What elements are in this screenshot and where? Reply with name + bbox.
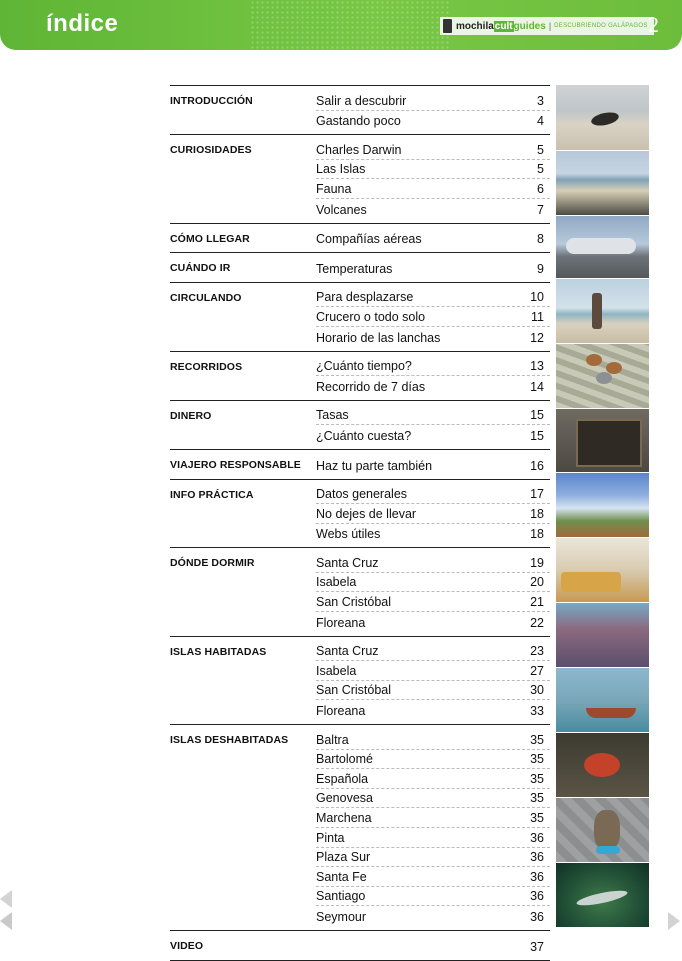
toc-entry[interactable] — [316, 730, 550, 750]
brand-separator: | — [548, 21, 552, 31]
toc-entry[interactable] — [316, 592, 550, 612]
sign-shape — [576, 419, 642, 467]
photo-park-sign — [556, 409, 649, 472]
photo-red-crab — [556, 733, 649, 797]
photo-boats-harbor — [556, 668, 649, 732]
toc-entry[interactable] — [316, 642, 550, 662]
toc-section — [170, 135, 550, 223]
toc-entry-label: Tasas — [316, 408, 349, 423]
toc-entry[interactable] — [316, 485, 550, 505]
page-number: 2 — [648, 12, 659, 37]
toc-section-title: CÓMO LLEGAR — [170, 232, 250, 245]
toc-entry-page: 15 — [530, 428, 544, 443]
toc-section — [170, 637, 550, 725]
toc-entry[interactable] — [316, 700, 550, 720]
toc-entry-label: Crucero o todo solo — [316, 309, 426, 324]
photo-coastline-people — [556, 151, 649, 215]
toc-entry-page: 4 — [537, 114, 544, 129]
toc-section-title: RECORRIDOS — [170, 360, 243, 373]
toc-entry[interactable] — [316, 789, 550, 809]
blue-feet-shape — [596, 846, 620, 854]
toc-entry[interactable] — [316, 612, 550, 632]
toc-entry-page: 35 — [530, 771, 544, 786]
toc-entry-page: 36 — [530, 830, 544, 845]
toc-entry[interactable] — [316, 425, 550, 445]
toc-entry-label: Marchena — [316, 811, 372, 825]
toc-entries — [316, 357, 550, 396]
toc-entry-label: Horario de las lanchas — [316, 330, 441, 345]
brand-name-part2: cult — [494, 20, 513, 32]
toc-section-title: INTRODUCCIÓN — [170, 95, 253, 107]
photo-people-town — [556, 603, 649, 667]
toc-entries — [316, 406, 550, 445]
toc-entries — [316, 140, 550, 218]
shark-shape — [576, 888, 629, 909]
toc-section — [170, 548, 550, 636]
prev-page-arrow-icon[interactable] — [0, 912, 12, 930]
crab-shape — [584, 753, 620, 777]
photo-shark-underwater — [556, 863, 649, 927]
toc-entry-page: 8 — [537, 232, 544, 247]
toc-section-title: VIDEO — [170, 939, 204, 952]
toc-entry-page: 21 — [530, 595, 544, 610]
toc-entry-page: 36 — [530, 889, 544, 904]
toc-entry-label: Santiago — [316, 889, 366, 904]
toc-section-title: DINERO — [170, 409, 212, 422]
photo-iguana-beach — [556, 85, 649, 150]
toc-entry[interactable] — [316, 357, 550, 377]
brand-subtitle: DESCUBRIENDO GALÁPAGOS — [554, 23, 648, 29]
photo-money-coins — [556, 344, 649, 408]
toc-entry-label: Santa Cruz — [316, 555, 379, 570]
toc-entry[interactable] — [316, 808, 550, 828]
toc-entries — [316, 485, 550, 544]
toc-entry-label: Webs útiles — [316, 527, 381, 542]
toc-entries — [316, 455, 550, 475]
table-of-contents — [170, 85, 550, 961]
toc-entry-page: 9 — [537, 261, 544, 276]
toc-entry-page: 36 — [530, 850, 544, 865]
toc-entry-page: 3 — [537, 93, 544, 108]
toc-entry-page: 12 — [530, 330, 544, 345]
toc-entry[interactable] — [316, 906, 550, 926]
photo-hotel-room — [556, 538, 649, 602]
toc-entry-page: 16 — [530, 458, 544, 473]
toc-entry-label: Baltra — [316, 732, 349, 747]
toc-section — [170, 86, 550, 135]
toc-entry[interactable] — [316, 681, 550, 701]
photo-blue-footed-booby — [556, 798, 649, 862]
toc-entry[interactable] — [316, 524, 550, 544]
toc-entry-label: ¿Cuánto tiempo? — [316, 359, 412, 374]
toc-entry-label: Recorrido de 7 días — [316, 379, 426, 394]
toc-section — [170, 480, 550, 549]
coin-shape — [586, 354, 602, 366]
toc-entry[interactable] — [316, 867, 550, 887]
toc-entry-label: Santa Fe — [316, 869, 367, 884]
toc-entry-page: 35 — [530, 732, 544, 747]
toc-section — [170, 931, 550, 961]
toc-entry[interactable] — [316, 573, 550, 593]
toc-entry-page: 35 — [530, 752, 544, 767]
toc-entry-page: 35 — [530, 791, 544, 806]
toc-entry-page: 33 — [530, 704, 544, 719]
sofa-shape — [561, 572, 621, 592]
toc-entry-label: Genovesa — [316, 791, 373, 806]
toc-entry[interactable] — [316, 229, 550, 249]
brand-logo — [440, 17, 654, 35]
toc-entry-page: 17 — [530, 487, 544, 502]
backpack-icon — [443, 19, 452, 33]
toc-entry-label: Charles Darwin — [316, 142, 402, 157]
toc-entry-label: Pinta — [316, 830, 345, 845]
toc-entry-label: No dejes de llevar — [316, 506, 417, 521]
coin-shape — [596, 372, 612, 384]
bird-shape — [594, 810, 620, 850]
toc-section — [170, 253, 550, 283]
toc-section-title: ISLAS HABITADAS — [170, 645, 267, 658]
toc-entry-page: 14 — [530, 379, 544, 394]
toc-entry[interactable] — [316, 199, 550, 219]
toc-entry[interactable] — [316, 140, 550, 160]
toc-entry[interactable] — [316, 258, 550, 278]
toc-entries — [316, 553, 550, 631]
toc-entry-label: Salir a descubrir — [316, 93, 407, 108]
toc-entry[interactable] — [316, 661, 550, 681]
toc-entries — [316, 288, 550, 347]
toc-section — [170, 725, 550, 931]
toc-entry-page: 30 — [530, 683, 544, 698]
toc-entry[interactable] — [316, 553, 550, 573]
airplane-shape — [566, 238, 636, 254]
toc-entries — [316, 229, 550, 249]
toc-entry[interactable] — [316, 769, 550, 789]
toc-entry-page: 15 — [530, 408, 544, 423]
toc-entry-page: 18 — [530, 506, 544, 521]
toc-entry-label: Haz tu parte también — [316, 458, 433, 473]
toc-entry-page: 36 — [530, 869, 544, 884]
toc-entry-label: ¿Cuánto cuesta? — [316, 428, 412, 443]
toc-entry[interactable] — [316, 307, 550, 327]
toc-entry-label: Las Islas — [316, 162, 366, 177]
toc-entry-page: 36 — [530, 909, 544, 924]
toc-entry-page: 37 — [530, 939, 544, 954]
iguana-shape — [590, 110, 620, 128]
toc-entry-label: Bartolomé — [316, 752, 373, 767]
toc-entry[interactable] — [316, 91, 550, 111]
prev-page-arrow-icon[interactable] — [0, 890, 12, 908]
toc-entry-label: San Cristóbal — [316, 683, 392, 698]
header-banner — [0, 0, 682, 50]
toc-entry-label: Floreana — [316, 704, 366, 719]
toc-entry-page: 27 — [530, 663, 544, 678]
toc-entry-page: 22 — [530, 615, 544, 630]
page-title: índice — [46, 10, 119, 37]
toc-section-title: CIRCULANDO — [170, 291, 242, 304]
toc-entry[interactable] — [316, 160, 550, 180]
toc-entry-label: Fauna — [316, 181, 352, 196]
toc-entry-page: 13 — [530, 359, 544, 374]
toc-entry-label: Plaza Sur — [316, 850, 371, 865]
photo-column — [556, 85, 649, 928]
toc-entry[interactable] — [316, 376, 550, 396]
toc-entry-label: Seymour — [316, 909, 367, 924]
toc-entry[interactable] — [316, 848, 550, 868]
toc-entry-label: Volcanes — [316, 202, 367, 217]
toc-section — [170, 401, 550, 450]
toc-entries — [316, 936, 550, 956]
person-shape — [592, 293, 602, 329]
toc-entry-label: Santa Cruz — [316, 644, 379, 659]
toc-entry-label: Gastando poco — [316, 114, 401, 129]
toc-entry[interactable] — [316, 504, 550, 524]
toc-entry[interactable] — [316, 327, 550, 347]
toc-entry-page: 20 — [530, 575, 544, 590]
toc-entry-label: Isabela — [316, 575, 357, 590]
toc-entry[interactable] — [316, 179, 550, 199]
toc-entry[interactable] — [316, 111, 550, 131]
toc-section-title: DÓNDE DORMIR — [170, 557, 255, 570]
toc-entry[interactable] — [316, 288, 550, 308]
brand-name-part1: mochila — [456, 20, 494, 32]
toc-entry-page: 7 — [537, 202, 544, 217]
toc-section — [170, 450, 550, 480]
toc-section-title: VIAJERO RESPONSABLE — [170, 458, 301, 471]
toc-entry[interactable] — [316, 887, 550, 907]
toc-entry-page: 5 — [537, 142, 544, 157]
toc-section-title: INFO PRÁCTICA — [170, 488, 254, 501]
toc-entry-label: Datos generales — [316, 487, 408, 502]
world-map-pattern — [250, 0, 450, 50]
toc-entries — [316, 91, 550, 130]
toc-entry-page: 19 — [530, 555, 544, 570]
photo-landscape-sky — [556, 473, 649, 537]
toc-entry-page: 18 — [530, 527, 544, 542]
toc-entry-label: Compañías aéreas — [316, 232, 422, 247]
toc-section — [170, 283, 550, 352]
toc-entry[interactable] — [316, 936, 550, 956]
toc-section — [170, 224, 550, 254]
toc-entry-label: Española — [316, 771, 369, 786]
next-page-arrow-icon[interactable] — [668, 912, 680, 930]
toc-entry[interactable] — [316, 455, 550, 475]
toc-entry[interactable] — [316, 406, 550, 426]
toc-section-title: CUÁNDO IR — [170, 262, 231, 275]
brand-name-part3: guides — [513, 20, 546, 32]
toc-entry-page: 10 — [530, 290, 544, 305]
toc-entries — [316, 642, 550, 720]
photo-person-beach — [556, 279, 649, 343]
photo-airplane — [556, 216, 649, 278]
toc-entry-page: 5 — [537, 162, 544, 177]
toc-entry-label: Isabela — [316, 663, 357, 678]
toc-entry-page: 35 — [530, 811, 544, 825]
toc-section-title: ISLAS DESHABITADAS — [170, 734, 289, 747]
boat-shape — [586, 708, 636, 718]
toc-entry-label: Para desplazarse — [316, 290, 414, 305]
toc-entry[interactable] — [316, 750, 550, 770]
toc-entries — [316, 258, 550, 278]
toc-entry[interactable] — [316, 828, 550, 848]
toc-entry-label: Floreana — [316, 615, 366, 630]
toc-entry-page: 23 — [530, 644, 544, 659]
toc-section — [170, 352, 550, 401]
toc-entry-page: 6 — [537, 181, 544, 196]
toc-entries — [316, 730, 550, 926]
toc-entry-label: Temperaturas — [316, 261, 393, 276]
toc-entry-label: San Cristóbal — [316, 595, 392, 610]
toc-section-title: CURIOSIDADES — [170, 144, 252, 157]
toc-entry-page: 11 — [531, 309, 544, 324]
